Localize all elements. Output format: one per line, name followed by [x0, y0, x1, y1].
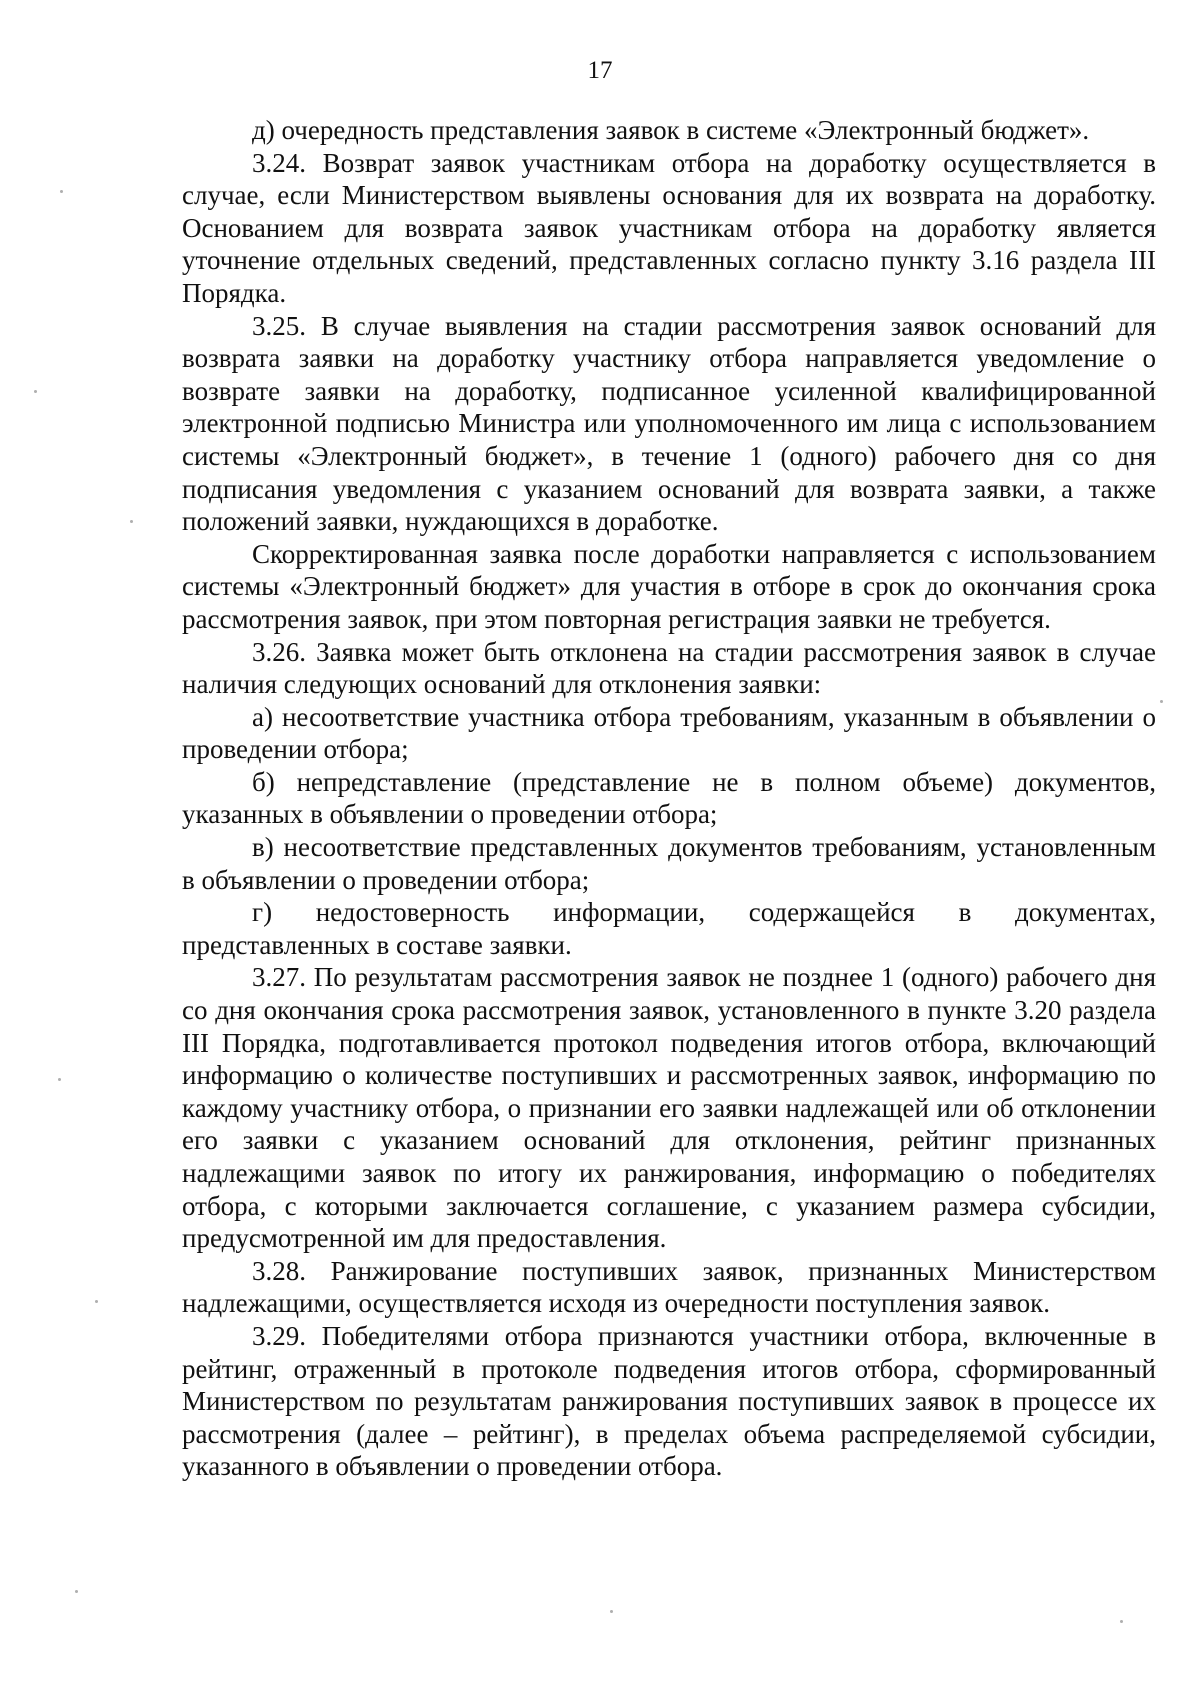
scan-speck	[58, 1078, 61, 1081]
scan-speck	[1120, 1620, 1123, 1623]
paragraph-corrected-application: Скорректированная заявка после доработки направляется с использованием системы «Электронный бюджет» для участия в отборе в срок до окончания срока рассмотрения заявок, при этом повторная регистрация заявки не требуется.	[182, 538, 1156, 634]
paragraph-list-item-a: а) несоответствие участника отбора требованиям, указанным в объявлении о проведении отбора;	[182, 701, 1156, 765]
paragraph-3-28: 3.28. Ранжирование поступивших заявок, признанных Министерством надлежащими, осуществляется исходя из очередности поступления заявок.	[182, 1255, 1156, 1319]
page-number: 17	[587, 57, 613, 84]
scan-speck	[34, 390, 37, 393]
paragraph-3-29: 3.29. Победителями отбора признаются участники отбора, включенные в рейтинг, отраженный в протоколе подведения итогов отбора, сформированный Министерством по результатам ранжирования поступивших заявок в процессе их рассмотрения (далее – рейтинг), в пределах объема распределяемой субсидии, указанного в объявлении о проведении отбора.	[182, 1320, 1156, 1482]
scan-speck	[1160, 700, 1163, 703]
scan-speck	[95, 1300, 98, 1303]
paragraph-list-item-g: г) недостоверность информации, содержащейся в документах, представленных в составе заявки.	[182, 897, 1156, 960]
paragraph-list-item-d: д) очередность представления заявок в системе «Электронный бюджет».	[252, 115, 1090, 145]
scan-speck	[60, 190, 63, 193]
paragraph-3-26: 3.26. Заявка может быть отклонена на стадии рассмотрения заявок в случае наличия следующих оснований для отклонения заявки:	[182, 636, 1156, 700]
scan-speck	[130, 520, 133, 523]
scan-speck	[610, 1610, 613, 1613]
scan-speck	[75, 1590, 78, 1593]
paragraph-list-item-v: в) несоответствие представленных документов требованиям, установленным в объявлении о проведении отбора;	[182, 832, 1156, 895]
paragraph-3-27: 3.27. По результатам рассмотрения заявок не позднее 1 (одного) рабочего дня со дня окончания срока рассмотрения заявок, установленного в пункте 3.20 раздела III Порядка, подготавливается протокол подведения итогов отбора, включающий информацию о количестве поступивших и рассмотренных заявок, информацию по каждому участнику отбора, о признании его заявки надлежащей или об отклонении его заявки с указанием оснований для отклонения, рейтинг признанных надлежащими заявок по итогу их ранжирования, информацию о победителях отбора, с которыми заключается соглашение, с указанием размера субсидии, предусмотренной им для предоставления.	[182, 962, 1156, 1254]
paragraph-list-item-b: б) непредставление (представление не в полном объеме) документов, указанных в объявлении о проведении отбора;	[182, 766, 1156, 830]
paragraph-3-25: 3.25. В случае выявления на стадии рассмотрения заявок оснований для возврата заявки на доработку участнику отбора направляется уведомление о возврате заявки на доработку, подписанное усиленной квалифицированной электронной подписью Министра или уполномоченного им лица с использованием системы «Электронный бюджет», в течение 1 (одного) рабочего дня со дня подписания уведомления с указанием оснований для возврата заявки, а также положений заявки, нуждающихся в доработке.	[182, 310, 1156, 537]
document-body	[182, 114, 1156, 1483]
paragraph-3-24: 3.24. Возврат заявок участникам отбора на доработку осуществляется в случае, если Министерством выявлены основания для их возврата на доработку. Основанием для возврата заявок участникам отбора на доработку является уточнение отдельных сведений, представленных согласно пункту 3.16 раздела III Порядка.	[182, 147, 1156, 308]
